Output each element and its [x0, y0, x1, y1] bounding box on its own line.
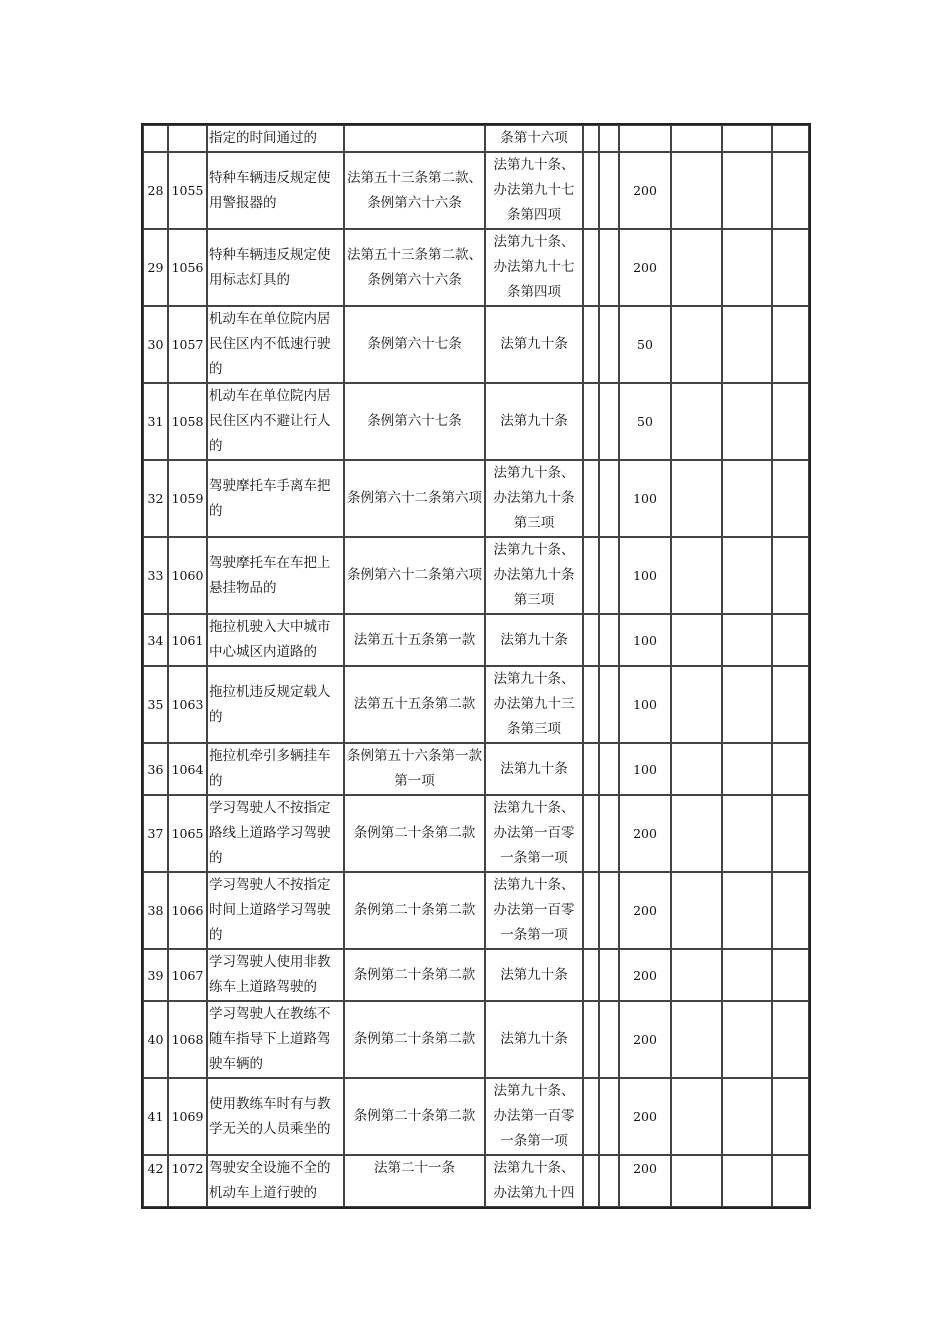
violation-description: 机动车在单位院内居民住区内不避让行人的	[207, 383, 344, 460]
violation-description: 特种车辆违反规定使用标志灯具的	[207, 229, 344, 306]
penalty-basis: 法第九十条、办法第九十条第三项	[485, 460, 583, 537]
blank-cell	[599, 229, 619, 306]
blank-cell	[722, 795, 772, 872]
table-row	[143, 1155, 809, 1207]
blank-cell	[583, 743, 599, 795]
blank-cell	[722, 949, 772, 1001]
table-row	[143, 125, 809, 152]
blank-cell	[772, 125, 809, 152]
violation-code: 1056	[168, 229, 207, 306]
blank-cell	[671, 460, 722, 537]
blank-cell	[583, 1078, 599, 1155]
blank-cell	[583, 306, 599, 383]
blank-cell	[772, 795, 809, 872]
row-number: 38	[143, 872, 168, 949]
fine-amount: 200	[619, 795, 671, 872]
blank-cell	[583, 949, 599, 1001]
legal-basis: 条例第六十七条	[344, 306, 485, 383]
table-row	[143, 152, 809, 229]
penalty-basis: 法第九十条、办法第九十三条第三项	[485, 666, 583, 743]
fine-amount: 50	[619, 306, 671, 383]
blank-cell	[671, 306, 722, 383]
blank-cell	[599, 537, 619, 614]
table-row	[143, 666, 809, 743]
blank-cell	[599, 1078, 619, 1155]
blank-cell	[671, 949, 722, 1001]
legal-basis: 条例第二十条第二款	[344, 949, 485, 1001]
blank-cell	[583, 537, 599, 614]
blank-cell	[722, 743, 772, 795]
violation-description: 学习驾驶人使用非教练车上道路驾驶的	[207, 949, 344, 1001]
blank-cell	[599, 795, 619, 872]
violation-code: 1063	[168, 666, 207, 743]
blank-cell	[722, 666, 772, 743]
blank-cell	[772, 743, 809, 795]
penalty-basis: 法第九十条	[485, 743, 583, 795]
legal-basis: 条例第二十条第二款	[344, 1078, 485, 1155]
table-row	[143, 795, 809, 872]
fine-amount: 100	[619, 460, 671, 537]
row-number: 34	[143, 614, 168, 666]
table-row	[143, 949, 809, 1001]
blank-cell	[772, 1155, 809, 1207]
violation-description: 特种车辆违反规定使用警报器的	[207, 152, 344, 229]
fine-amount: 200	[619, 1078, 671, 1155]
row-number: 36	[143, 743, 168, 795]
row-number: 33	[143, 537, 168, 614]
fine-amount: 100	[619, 743, 671, 795]
violation-description: 使用教练车时有与教学无关的人员乘坐的	[207, 1078, 344, 1155]
table-row	[143, 306, 809, 383]
blank-cell	[772, 306, 809, 383]
blank-cell	[583, 229, 599, 306]
blank-cell	[599, 666, 619, 743]
row-number: 37	[143, 795, 168, 872]
blank-cell	[583, 666, 599, 743]
blank-cell	[583, 1155, 599, 1207]
blank-cell	[583, 152, 599, 229]
violation-description: 拖拉机驶入大中城市中心城区内道路的	[207, 614, 344, 666]
penalty-basis: 条第十六项	[485, 125, 583, 152]
fine-amount: 200	[619, 1155, 671, 1207]
table-row	[143, 1078, 809, 1155]
violation-code: 1066	[168, 872, 207, 949]
violation-code: 1064	[168, 743, 207, 795]
blank-cell	[671, 872, 722, 949]
fine-amount: 100	[619, 666, 671, 743]
blank-cell	[772, 229, 809, 306]
violation-description: 驾驶安全设施不全的机动车上道行驶的	[207, 1155, 344, 1207]
blank-cell	[671, 614, 722, 666]
blank-cell	[722, 229, 772, 306]
violation-description: 驾驶摩托车在车把上悬挂物品的	[207, 537, 344, 614]
blank-cell	[671, 795, 722, 872]
row-number: 32	[143, 460, 168, 537]
penalty-basis: 法第九十条、办法第九十七条第四项	[485, 229, 583, 306]
violation-code: 1067	[168, 949, 207, 1001]
blank-cell	[772, 872, 809, 949]
violation-code	[168, 125, 207, 152]
violation-description: 机动车在单位院内居民住区内不低速行驶的	[207, 306, 344, 383]
fine-amount: 50	[619, 383, 671, 460]
legal-basis: 条例第五十六条第一款第一项	[344, 743, 485, 795]
violation-code: 1065	[168, 795, 207, 872]
row-number: 35	[143, 666, 168, 743]
fine-amount: 100	[619, 537, 671, 614]
penalty-basis: 法第九十条	[485, 1001, 583, 1078]
legal-basis: 法第五十五条第二款	[344, 666, 485, 743]
fine-amount	[619, 125, 671, 152]
legal-basis: 法第五十五条第一款	[344, 614, 485, 666]
blank-cell	[599, 949, 619, 1001]
blank-cell	[671, 1001, 722, 1078]
blank-cell	[722, 152, 772, 229]
blank-cell	[599, 614, 619, 666]
blank-cell	[599, 743, 619, 795]
blank-cell	[583, 872, 599, 949]
blank-cell	[583, 460, 599, 537]
violation-description: 学习驾驶人在教练不随车指导下上道路驾驶车辆的	[207, 1001, 344, 1078]
fine-amount: 200	[619, 872, 671, 949]
legal-basis	[344, 125, 485, 152]
blank-cell	[722, 614, 772, 666]
fine-amount: 200	[619, 949, 671, 1001]
blank-cell	[599, 1001, 619, 1078]
violation-description: 驾驶摩托车手离车把的	[207, 460, 344, 537]
blank-cell	[671, 537, 722, 614]
violation-code: 1060	[168, 537, 207, 614]
violation-code: 1072	[168, 1155, 207, 1207]
penalty-basis: 法第九十条、办法第九十七条第四项	[485, 152, 583, 229]
legal-basis: 法第五十三条第二款、条例第六十六条	[344, 229, 485, 306]
blank-cell	[772, 152, 809, 229]
row-number: 42	[143, 1155, 168, 1207]
table-row	[143, 1001, 809, 1078]
blank-cell	[599, 1155, 619, 1207]
violation-code: 1069	[168, 1078, 207, 1155]
blank-cell	[722, 537, 772, 614]
blank-cell	[671, 229, 722, 306]
blank-cell	[772, 614, 809, 666]
blank-cell	[671, 1155, 722, 1207]
violation-code: 1061	[168, 614, 207, 666]
penalty-basis: 法第九十条	[485, 306, 583, 383]
fine-amount: 100	[619, 614, 671, 666]
table-row	[143, 537, 809, 614]
blank-cell	[583, 383, 599, 460]
violation-code: 1057	[168, 306, 207, 383]
penalty-basis: 法第九十条、办法第一百零一条第一项	[485, 872, 583, 949]
blank-cell	[599, 125, 619, 152]
blank-cell	[599, 460, 619, 537]
blank-cell	[671, 743, 722, 795]
penalty-basis: 法第九十条、办法第一百零一条第一项	[485, 1078, 583, 1155]
legal-basis: 法第五十三条第二款、条例第六十六条	[344, 152, 485, 229]
blank-cell	[671, 666, 722, 743]
fine-amount: 200	[619, 1001, 671, 1078]
blank-cell	[671, 383, 722, 460]
violation-description: 拖拉机牵引多辆挂车的	[207, 743, 344, 795]
table-row	[143, 743, 809, 795]
row-number: 28	[143, 152, 168, 229]
blank-cell	[599, 306, 619, 383]
blank-cell	[599, 872, 619, 949]
blank-cell	[772, 666, 809, 743]
blank-cell	[583, 795, 599, 872]
blank-cell	[722, 1001, 772, 1078]
penalty-basis: 法第九十条、办法第九十条第三项	[485, 537, 583, 614]
blank-cell	[722, 1078, 772, 1155]
row-number: 41	[143, 1078, 168, 1155]
blank-cell	[722, 125, 772, 152]
regulation-table	[142, 124, 810, 1208]
blank-cell	[722, 872, 772, 949]
fine-amount: 200	[619, 152, 671, 229]
violation-description: 拖拉机违反规定载人的	[207, 666, 344, 743]
blank-cell	[671, 152, 722, 229]
blank-cell	[722, 383, 772, 460]
legal-basis: 法第二十一条	[344, 1155, 485, 1207]
violation-code: 1059	[168, 460, 207, 537]
row-number: 39	[143, 949, 168, 1001]
violation-code: 1068	[168, 1001, 207, 1078]
blank-cell	[722, 460, 772, 537]
legal-basis: 条例第二十条第二款	[344, 872, 485, 949]
row-number	[143, 125, 168, 152]
penalty-basis: 法第九十条	[485, 949, 583, 1001]
legal-basis: 条例第六十二条第六项	[344, 460, 485, 537]
blank-cell	[772, 1078, 809, 1155]
legal-basis: 条例第二十条第二款	[344, 795, 485, 872]
table-row	[143, 460, 809, 537]
blank-cell	[671, 125, 722, 152]
penalty-basis: 法第九十条、办法第一百零一条第一项	[485, 795, 583, 872]
fine-amount: 200	[619, 229, 671, 306]
violation-description: 学习驾驶人不按指定时间上道路学习驾驶的	[207, 872, 344, 949]
table-row	[143, 229, 809, 306]
blank-cell	[583, 125, 599, 152]
row-number: 30	[143, 306, 168, 383]
penalty-basis: 法第九十条	[485, 614, 583, 666]
row-number: 29	[143, 229, 168, 306]
violation-code: 1058	[168, 383, 207, 460]
violation-description: 指定的时间通过的	[207, 125, 344, 152]
penalty-basis: 法第九十条	[485, 383, 583, 460]
legal-basis: 条例第六十七条	[344, 383, 485, 460]
blank-cell	[583, 1001, 599, 1078]
blank-cell	[772, 460, 809, 537]
blank-cell	[599, 152, 619, 229]
blank-cell	[772, 949, 809, 1001]
violation-description: 学习驾驶人不按指定路线上道路学习驾驶的	[207, 795, 344, 872]
blank-cell	[772, 383, 809, 460]
table-row	[143, 872, 809, 949]
violation-code: 1055	[168, 152, 207, 229]
penalty-basis: 法第九十条、办法第九十四	[485, 1155, 583, 1207]
legal-basis: 条例第六十二条第六项	[344, 537, 485, 614]
row-number: 31	[143, 383, 168, 460]
blank-cell	[599, 383, 619, 460]
table-row	[143, 614, 809, 666]
blank-cell	[772, 1001, 809, 1078]
blank-cell	[722, 1155, 772, 1207]
blank-cell	[772, 537, 809, 614]
blank-cell	[722, 306, 772, 383]
row-number: 40	[143, 1001, 168, 1078]
legal-basis: 条例第二十条第二款	[344, 1001, 485, 1078]
blank-cell	[671, 1078, 722, 1155]
blank-cell	[583, 614, 599, 666]
table-row	[143, 383, 809, 460]
